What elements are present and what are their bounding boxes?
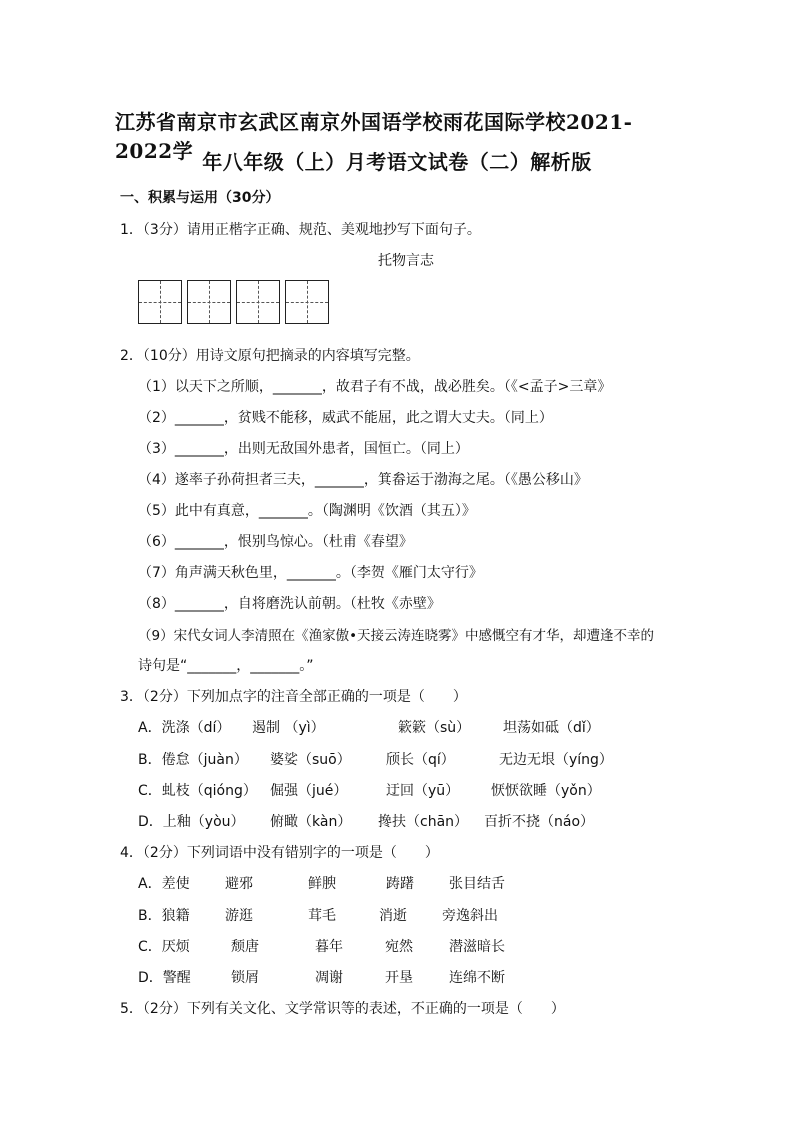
q3-option-part: 簌簌（sù） [398, 720, 471, 736]
q4-option-part: 避邪 [225, 876, 253, 892]
q4-option-part: 消逝 [379, 908, 407, 924]
q3-option-b[interactable]: B．倦怠（juàn） [138, 752, 248, 768]
q4-option-part: 连绵不断 [449, 970, 505, 986]
grid-cell[interactable] [187, 280, 231, 324]
q4-option-a[interactable]: A．差使 [138, 876, 190, 892]
q5-stem: 5．（2分）下列有关文化、文学常识等的表述，不正确的一项是（ ） [120, 1001, 565, 1017]
q2-item: （6）_______，恨别鸟惊心。（杜甫《春望》 [138, 534, 413, 550]
grid-cell[interactable] [138, 280, 182, 324]
q4-option-part: 潜滋暗长 [449, 939, 505, 955]
grid-cell[interactable] [285, 280, 329, 324]
q3-option-part: 搀扶（chān） [378, 814, 469, 830]
q3-option-a[interactable]: A．洗涤（dí） [138, 720, 231, 736]
q2-item: （7）角声满天秋色里，_______。（李贺《雁门太守行》 [138, 565, 483, 581]
doc-title-line1: 江苏省南京市玄武区南京外国语学校雨花国际学校2021-2022学 [115, 110, 633, 163]
q4-option-part: 张目结舌 [449, 876, 505, 892]
q3-option-part: 颀长（qí） [386, 752, 455, 768]
q2-item: （8）_______，自将磨洗认前朝。（杜牧《赤壁》 [138, 596, 441, 612]
q2-stem: 2．（10分）用诗文原句把摘录的内容填写完整。 [120, 348, 420, 364]
q3-option-part: 恹恹欲睡（yǒn） [491, 783, 601, 799]
q4-option-d[interactable]: D．警醒 [138, 970, 191, 986]
q4-option-part: 宛然 [385, 939, 413, 955]
q4-option-part: 开垦 [385, 970, 413, 986]
q4-option-c[interactable]: C．厌烦 [138, 939, 190, 955]
q4-option-part: 锁屑 [231, 970, 259, 986]
q3-option-c[interactable]: C．虬枝（qióng） [138, 783, 257, 799]
q4-option-part: 凋谢 [315, 970, 343, 986]
q4-option-part: 暮年 [315, 939, 343, 955]
q4-stem: 4．（2分）下列词语中没有错别字的一项是（ ） [120, 845, 439, 861]
q2-item: 诗句是“_______，_______。” [138, 658, 314, 674]
q2-item: （4）遂率子孙荷担者三夫，_______，箕畚运于渤海之尾。（《愚公移山》 [138, 472, 588, 488]
q3-option-part: 坦荡如砥（dǐ） [503, 720, 600, 736]
q3-option-part: 迂回（yū） [386, 783, 460, 799]
q4-option-part: 旁逸斜出 [442, 908, 498, 924]
q3-option-part: 俯瞰（kàn） [270, 814, 352, 830]
q2-item: （9）宋代女词人李清照在《渔家傲•天接云涛连晓雾》中感慨空有才华，却遭逢不幸的 [138, 628, 655, 644]
q3-option-part: 遏制 （yì） [252, 720, 325, 736]
q3-option-d[interactable]: D．上釉（yòu） [138, 814, 245, 830]
q3-stem: 3．（2分）下列加点字的注音全部正确的一项是（ ） [120, 689, 467, 705]
q3-option-part: 百折不挠（náo） [484, 814, 595, 830]
q2-item: （5）此中有真意，_______。（陶渊明《饮酒（其五）》 [138, 503, 476, 519]
q3-option-part: 无边无垠（yíng） [499, 752, 613, 768]
q4-option-part: 颓唐 [231, 939, 259, 955]
q4-option-part: 游逛 [225, 908, 253, 924]
q2-item: （2）_______，贫贱不能移，威武不能屈，此之谓大丈夫。（同上） [138, 410, 553, 426]
q3-option-part: 倔强（jué） [270, 783, 348, 799]
q3-option-part: 婆娑（suō） [270, 752, 351, 768]
q2-item: （3）_______，出则无敌国外患者，国恒亡。（同上） [138, 441, 469, 457]
section-heading: 一、积累与运用（30分） [120, 190, 280, 206]
q4-option-part: 茸毛 [308, 908, 336, 924]
writing-grid[interactable] [138, 280, 329, 324]
q4-option-b[interactable]: B．狼籍 [138, 908, 190, 924]
grid-cell[interactable] [236, 280, 280, 324]
q1-stem: 1．（3分）请用正楷字正确、规范、美观地抄写下面句子。 [120, 222, 481, 238]
q1-phrase: 托物言志 [378, 253, 434, 269]
q4-option-part: 鲜腴 [308, 876, 336, 892]
q4-option-part: 踌躇 [386, 876, 414, 892]
doc-title-line2: 年八年级（上）月考语文试卷（二）解析版 [202, 150, 592, 174]
q2-item: （1）以天下之所顺，_______，故君子有不战，战必胜矣。（《<孟子>三章》 [138, 379, 612, 395]
